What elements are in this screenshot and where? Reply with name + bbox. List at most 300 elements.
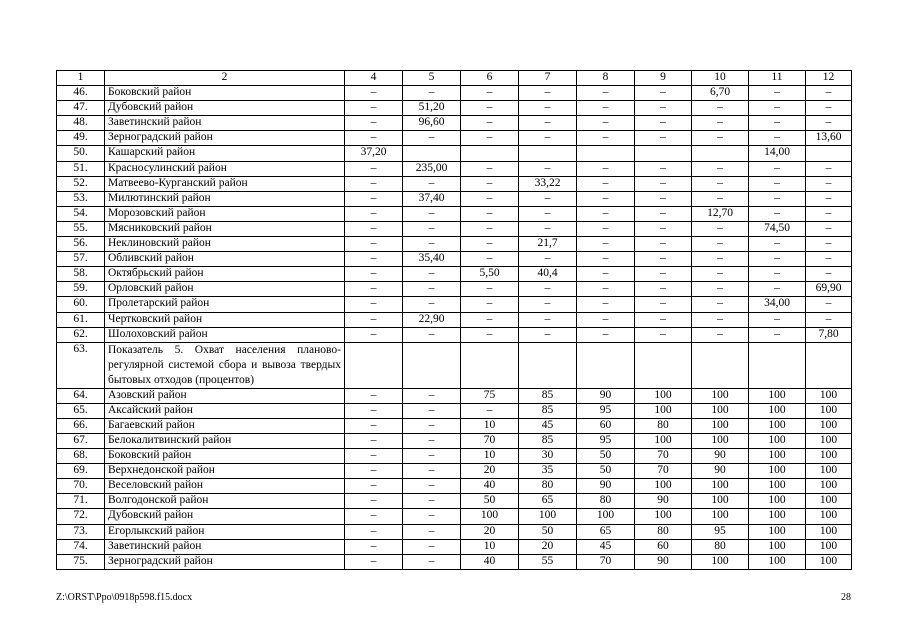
value-cell: – bbox=[577, 312, 635, 327]
row-number: 62. bbox=[57, 327, 105, 342]
table-row bbox=[57, 418, 852, 433]
table-row bbox=[57, 494, 852, 509]
row-number: 73. bbox=[57, 524, 105, 539]
value-cell: 69,90 bbox=[806, 282, 852, 297]
value-cell: 50 bbox=[461, 494, 519, 509]
value-cell: 70 bbox=[635, 464, 692, 479]
value-cell bbox=[461, 146, 519, 161]
table-row bbox=[57, 312, 852, 327]
row-number: 49. bbox=[57, 131, 105, 146]
value-cell: 100 bbox=[692, 403, 749, 418]
value-cell: 100 bbox=[749, 418, 806, 433]
column-header: 5 bbox=[403, 71, 461, 86]
value-cell: – bbox=[403, 403, 461, 418]
column-header: 8 bbox=[577, 71, 635, 86]
value-cell: – bbox=[461, 206, 519, 221]
value-cell: 40,4 bbox=[519, 267, 577, 282]
value-cell: 100 bbox=[806, 449, 852, 464]
value-cell: 100 bbox=[806, 554, 852, 569]
value-cell: – bbox=[635, 101, 692, 116]
district-name: Мясниковский район bbox=[105, 221, 345, 236]
indicator-row bbox=[57, 342, 852, 388]
table-row bbox=[57, 146, 852, 161]
value-cell: – bbox=[806, 237, 852, 252]
district-name: Красносулинский район bbox=[105, 161, 345, 176]
value-cell: 85 bbox=[519, 388, 577, 403]
column-header: 1 bbox=[57, 71, 105, 86]
value-cell: – bbox=[806, 252, 852, 267]
value-cell: – bbox=[635, 221, 692, 236]
value-cell: – bbox=[692, 297, 749, 312]
value-cell: 55 bbox=[519, 554, 577, 569]
value-cell: – bbox=[692, 191, 749, 206]
district-name: Неклиновский район bbox=[105, 237, 345, 252]
value-cell: 100 bbox=[749, 449, 806, 464]
table-row bbox=[57, 464, 852, 479]
district-name: Белокалитвинский район bbox=[105, 433, 345, 448]
value-cell: – bbox=[635, 86, 692, 101]
value-cell: – bbox=[403, 86, 461, 101]
value-cell: 100 bbox=[635, 403, 692, 418]
value-cell: 100 bbox=[519, 509, 577, 524]
value-cell: 74,50 bbox=[749, 221, 806, 236]
value-cell: 60 bbox=[635, 539, 692, 554]
value-cell: 10 bbox=[461, 418, 519, 433]
table-row bbox=[57, 131, 852, 146]
empty-cell bbox=[403, 342, 461, 388]
value-cell: – bbox=[577, 282, 635, 297]
district-name: Зерноградский район bbox=[105, 131, 345, 146]
value-cell: 100 bbox=[692, 388, 749, 403]
value-cell: – bbox=[345, 176, 403, 191]
value-cell: – bbox=[345, 237, 403, 252]
column-header: 11 bbox=[749, 71, 806, 86]
value-cell: 90 bbox=[692, 449, 749, 464]
value-cell: 40 bbox=[461, 479, 519, 494]
district-name: Зерноградский район bbox=[105, 554, 345, 569]
value-cell: 80 bbox=[635, 524, 692, 539]
value-cell: – bbox=[749, 176, 806, 191]
value-cell: – bbox=[403, 464, 461, 479]
value-cell: 65 bbox=[519, 494, 577, 509]
value-cell: – bbox=[345, 221, 403, 236]
value-cell: 100 bbox=[806, 464, 852, 479]
value-cell: – bbox=[806, 206, 852, 221]
value-cell: – bbox=[345, 479, 403, 494]
value-cell: – bbox=[577, 131, 635, 146]
empty-cell bbox=[806, 342, 852, 388]
empty-cell bbox=[345, 342, 403, 388]
row-number: 47. bbox=[57, 101, 105, 116]
value-cell: – bbox=[461, 237, 519, 252]
row-number: 67. bbox=[57, 433, 105, 448]
value-cell: – bbox=[461, 282, 519, 297]
value-cell: – bbox=[749, 267, 806, 282]
value-cell: – bbox=[461, 86, 519, 101]
value-cell: 100 bbox=[461, 509, 519, 524]
value-cell: – bbox=[345, 206, 403, 221]
table-row bbox=[57, 252, 852, 267]
value-cell: – bbox=[519, 327, 577, 342]
value-cell: – bbox=[519, 282, 577, 297]
row-number: 72. bbox=[57, 509, 105, 524]
value-cell: – bbox=[577, 221, 635, 236]
value-cell: – bbox=[806, 116, 852, 131]
value-cell: – bbox=[345, 312, 403, 327]
district-name: Боковский район bbox=[105, 86, 345, 101]
value-cell: 100 bbox=[806, 418, 852, 433]
district-name: Октябрьский район bbox=[105, 267, 345, 282]
value-cell: 100 bbox=[692, 479, 749, 494]
row-number: 58. bbox=[57, 267, 105, 282]
table-row bbox=[57, 433, 852, 448]
value-cell: 10 bbox=[461, 539, 519, 554]
table-row bbox=[57, 388, 852, 403]
table-row bbox=[57, 206, 852, 221]
value-cell: – bbox=[692, 131, 749, 146]
value-cell: – bbox=[345, 418, 403, 433]
row-number: 61. bbox=[57, 312, 105, 327]
value-cell: – bbox=[403, 237, 461, 252]
district-name: Кашарский район bbox=[105, 146, 345, 161]
value-cell: – bbox=[635, 161, 692, 176]
value-cell: – bbox=[461, 176, 519, 191]
value-cell: – bbox=[403, 494, 461, 509]
value-cell: – bbox=[635, 252, 692, 267]
value-cell: – bbox=[345, 252, 403, 267]
value-cell: – bbox=[403, 433, 461, 448]
value-cell: 50 bbox=[577, 464, 635, 479]
value-cell: – bbox=[403, 554, 461, 569]
value-cell: – bbox=[345, 388, 403, 403]
value-cell: – bbox=[345, 267, 403, 282]
district-name: Морозовский район bbox=[105, 206, 345, 221]
value-cell: – bbox=[403, 131, 461, 146]
table-row bbox=[57, 327, 852, 342]
value-cell: – bbox=[635, 237, 692, 252]
value-cell bbox=[635, 146, 692, 161]
value-cell: – bbox=[692, 267, 749, 282]
value-cell: – bbox=[345, 86, 403, 101]
table-row bbox=[57, 554, 852, 569]
value-cell: 35 bbox=[519, 464, 577, 479]
row-number: 48. bbox=[57, 116, 105, 131]
value-cell: – bbox=[461, 116, 519, 131]
value-cell: – bbox=[635, 282, 692, 297]
table-row bbox=[57, 479, 852, 494]
district-name: Обливский район bbox=[105, 252, 345, 267]
value-cell: 34,00 bbox=[749, 297, 806, 312]
value-cell: – bbox=[345, 161, 403, 176]
value-cell: – bbox=[806, 86, 852, 101]
value-cell: – bbox=[461, 161, 519, 176]
row-number: 60. bbox=[57, 297, 105, 312]
table-row bbox=[57, 86, 852, 101]
value-cell: 13,60 bbox=[806, 131, 852, 146]
value-cell: – bbox=[692, 282, 749, 297]
value-cell: – bbox=[461, 252, 519, 267]
value-cell: 100 bbox=[806, 479, 852, 494]
value-cell: – bbox=[461, 221, 519, 236]
value-cell: 12,70 bbox=[692, 206, 749, 221]
district-name: Шолоховский район bbox=[105, 327, 345, 342]
table-row bbox=[57, 116, 852, 131]
value-cell: – bbox=[461, 131, 519, 146]
row-number: 53. bbox=[57, 191, 105, 206]
value-cell: – bbox=[461, 297, 519, 312]
value-cell: – bbox=[345, 509, 403, 524]
value-cell: 50 bbox=[519, 524, 577, 539]
value-cell: – bbox=[635, 206, 692, 221]
value-cell: 37,20 bbox=[345, 146, 403, 161]
row-number: 75. bbox=[57, 554, 105, 569]
value-cell: – bbox=[635, 191, 692, 206]
value-cell: – bbox=[577, 86, 635, 101]
table-row bbox=[57, 449, 852, 464]
value-cell: 40 bbox=[461, 554, 519, 569]
row-number: 46. bbox=[57, 86, 105, 101]
table-row bbox=[57, 509, 852, 524]
row-number: 64. bbox=[57, 388, 105, 403]
value-cell bbox=[692, 146, 749, 161]
value-cell: 95 bbox=[577, 433, 635, 448]
value-cell: – bbox=[692, 221, 749, 236]
value-cell: 80 bbox=[692, 539, 749, 554]
value-cell: – bbox=[345, 297, 403, 312]
value-cell: – bbox=[635, 312, 692, 327]
row-number: 57. bbox=[57, 252, 105, 267]
column-header: 9 bbox=[635, 71, 692, 86]
table-header-row bbox=[57, 71, 852, 86]
value-cell: 100 bbox=[635, 388, 692, 403]
value-cell: 85 bbox=[519, 433, 577, 448]
value-cell: – bbox=[461, 101, 519, 116]
value-cell: 7,80 bbox=[806, 327, 852, 342]
table-row bbox=[57, 191, 852, 206]
empty-cell bbox=[692, 342, 749, 388]
value-cell: – bbox=[749, 327, 806, 342]
table-row bbox=[57, 161, 852, 176]
value-cell: – bbox=[461, 191, 519, 206]
value-cell: 235,00 bbox=[403, 161, 461, 176]
value-cell: – bbox=[749, 312, 806, 327]
district-name: Егорлыкский район bbox=[105, 524, 345, 539]
column-header: 6 bbox=[461, 71, 519, 86]
value-cell bbox=[806, 146, 852, 161]
value-cell: 90 bbox=[692, 464, 749, 479]
value-cell: 33,22 bbox=[519, 176, 577, 191]
value-cell: 70 bbox=[461, 433, 519, 448]
value-cell: 90 bbox=[635, 554, 692, 569]
value-cell: – bbox=[519, 206, 577, 221]
row-number: 52. bbox=[57, 176, 105, 191]
value-cell: – bbox=[577, 176, 635, 191]
value-cell: 95 bbox=[692, 524, 749, 539]
value-cell: – bbox=[403, 297, 461, 312]
value-cell: 100 bbox=[749, 524, 806, 539]
district-name: Аксайский район bbox=[105, 403, 345, 418]
table-row bbox=[57, 403, 852, 418]
row-number: 56. bbox=[57, 237, 105, 252]
value-cell: 100 bbox=[806, 494, 852, 509]
value-cell: 70 bbox=[577, 554, 635, 569]
value-cell: 30 bbox=[519, 449, 577, 464]
value-cell: – bbox=[577, 252, 635, 267]
value-cell: 100 bbox=[749, 433, 806, 448]
row-number: 70. bbox=[57, 479, 105, 494]
value-cell: – bbox=[577, 327, 635, 342]
value-cell: – bbox=[806, 176, 852, 191]
row-number: 65. bbox=[57, 403, 105, 418]
value-cell bbox=[403, 146, 461, 161]
value-cell: – bbox=[635, 131, 692, 146]
district-name: Багаевский район bbox=[105, 418, 345, 433]
value-cell: – bbox=[635, 297, 692, 312]
value-cell: – bbox=[806, 221, 852, 236]
value-cell: 80 bbox=[519, 479, 577, 494]
value-cell: – bbox=[577, 161, 635, 176]
table-row bbox=[57, 539, 852, 554]
row-number: 55. bbox=[57, 221, 105, 236]
row-number: 68. bbox=[57, 449, 105, 464]
value-cell: – bbox=[519, 221, 577, 236]
value-cell: – bbox=[692, 252, 749, 267]
value-cell: – bbox=[345, 539, 403, 554]
value-cell: – bbox=[577, 101, 635, 116]
district-name: Дубовский район bbox=[105, 509, 345, 524]
column-header: 4 bbox=[345, 71, 403, 86]
value-cell: – bbox=[403, 539, 461, 554]
value-cell: 100 bbox=[635, 509, 692, 524]
value-cell: – bbox=[345, 403, 403, 418]
value-cell: – bbox=[749, 131, 806, 146]
value-cell: – bbox=[345, 524, 403, 539]
value-cell bbox=[577, 146, 635, 161]
district-name: Заветинский район bbox=[105, 116, 345, 131]
table-row bbox=[57, 524, 852, 539]
value-cell: – bbox=[577, 116, 635, 131]
value-cell: 100 bbox=[806, 509, 852, 524]
value-cell: – bbox=[519, 101, 577, 116]
value-cell: – bbox=[806, 267, 852, 282]
indicator-title: Показатель 5. Охват населения планово-регулярной системой сбора и вывоза твердых бытовых отходов (процентов) bbox=[105, 342, 345, 388]
value-cell: 100 bbox=[692, 509, 749, 524]
value-cell: – bbox=[403, 327, 461, 342]
value-cell: 45 bbox=[519, 418, 577, 433]
value-cell: – bbox=[345, 327, 403, 342]
value-cell: – bbox=[692, 312, 749, 327]
row-number: 69. bbox=[57, 464, 105, 479]
value-cell: – bbox=[519, 161, 577, 176]
table-row bbox=[57, 282, 852, 297]
value-cell: – bbox=[577, 237, 635, 252]
district-name: Боковский район bbox=[105, 449, 345, 464]
value-cell: – bbox=[403, 509, 461, 524]
value-cell: – bbox=[635, 327, 692, 342]
value-cell: 100 bbox=[635, 433, 692, 448]
value-cell: 10 bbox=[461, 449, 519, 464]
district-name: Веселовский район bbox=[105, 479, 345, 494]
value-cell: 70 bbox=[635, 449, 692, 464]
value-cell: 100 bbox=[806, 433, 852, 448]
value-cell: 100 bbox=[749, 554, 806, 569]
value-cell: 51,20 bbox=[403, 101, 461, 116]
value-cell: 75 bbox=[461, 388, 519, 403]
value-cell: – bbox=[345, 131, 403, 146]
row-number: 51. bbox=[57, 161, 105, 176]
value-cell: – bbox=[345, 464, 403, 479]
value-cell: 20 bbox=[461, 524, 519, 539]
value-cell: – bbox=[519, 86, 577, 101]
value-cell: 37,40 bbox=[403, 191, 461, 206]
value-cell: – bbox=[345, 116, 403, 131]
empty-cell bbox=[749, 342, 806, 388]
value-cell: – bbox=[749, 191, 806, 206]
value-cell: 6,70 bbox=[692, 86, 749, 101]
column-header: 10 bbox=[692, 71, 749, 86]
value-cell: – bbox=[577, 297, 635, 312]
value-cell: – bbox=[403, 206, 461, 221]
column-header: 2 bbox=[105, 71, 345, 86]
value-cell: – bbox=[577, 191, 635, 206]
value-cell: – bbox=[577, 267, 635, 282]
value-cell: – bbox=[692, 327, 749, 342]
district-name: Милютинский район bbox=[105, 191, 345, 206]
value-cell: 100 bbox=[692, 554, 749, 569]
value-cell: 95 bbox=[577, 403, 635, 418]
value-cell: – bbox=[749, 237, 806, 252]
value-cell: 5,50 bbox=[461, 267, 519, 282]
value-cell: 60 bbox=[577, 418, 635, 433]
row-number: 66. bbox=[57, 418, 105, 433]
district-name: Дубовский район bbox=[105, 101, 345, 116]
value-cell: 100 bbox=[692, 494, 749, 509]
table-row bbox=[57, 237, 852, 252]
empty-cell bbox=[577, 342, 635, 388]
value-cell: – bbox=[345, 101, 403, 116]
value-cell: 96,60 bbox=[403, 116, 461, 131]
value-cell: – bbox=[403, 282, 461, 297]
value-cell: – bbox=[806, 161, 852, 176]
empty-cell bbox=[635, 342, 692, 388]
value-cell: – bbox=[806, 312, 852, 327]
value-cell: – bbox=[749, 206, 806, 221]
value-cell: – bbox=[345, 494, 403, 509]
value-cell: – bbox=[749, 116, 806, 131]
value-cell: – bbox=[403, 176, 461, 191]
value-cell: – bbox=[461, 327, 519, 342]
value-cell bbox=[519, 146, 577, 161]
value-cell: 100 bbox=[806, 524, 852, 539]
district-name: Азовский район bbox=[105, 388, 345, 403]
value-cell: – bbox=[403, 449, 461, 464]
district-name: Орловский район bbox=[105, 282, 345, 297]
value-cell: 100 bbox=[692, 433, 749, 448]
footer-file-path: Z:\ORST\Ppo\0918p598.f15.docx bbox=[56, 592, 193, 603]
value-cell: – bbox=[345, 282, 403, 297]
value-cell: 100 bbox=[806, 388, 852, 403]
value-cell: – bbox=[403, 524, 461, 539]
value-cell: 100 bbox=[749, 539, 806, 554]
value-cell: – bbox=[806, 101, 852, 116]
value-cell: 35,40 bbox=[403, 252, 461, 267]
value-cell: 100 bbox=[749, 388, 806, 403]
value-cell: – bbox=[577, 206, 635, 221]
value-cell: – bbox=[519, 116, 577, 131]
data-table bbox=[56, 70, 852, 570]
value-cell: – bbox=[403, 267, 461, 282]
value-cell: – bbox=[635, 116, 692, 131]
